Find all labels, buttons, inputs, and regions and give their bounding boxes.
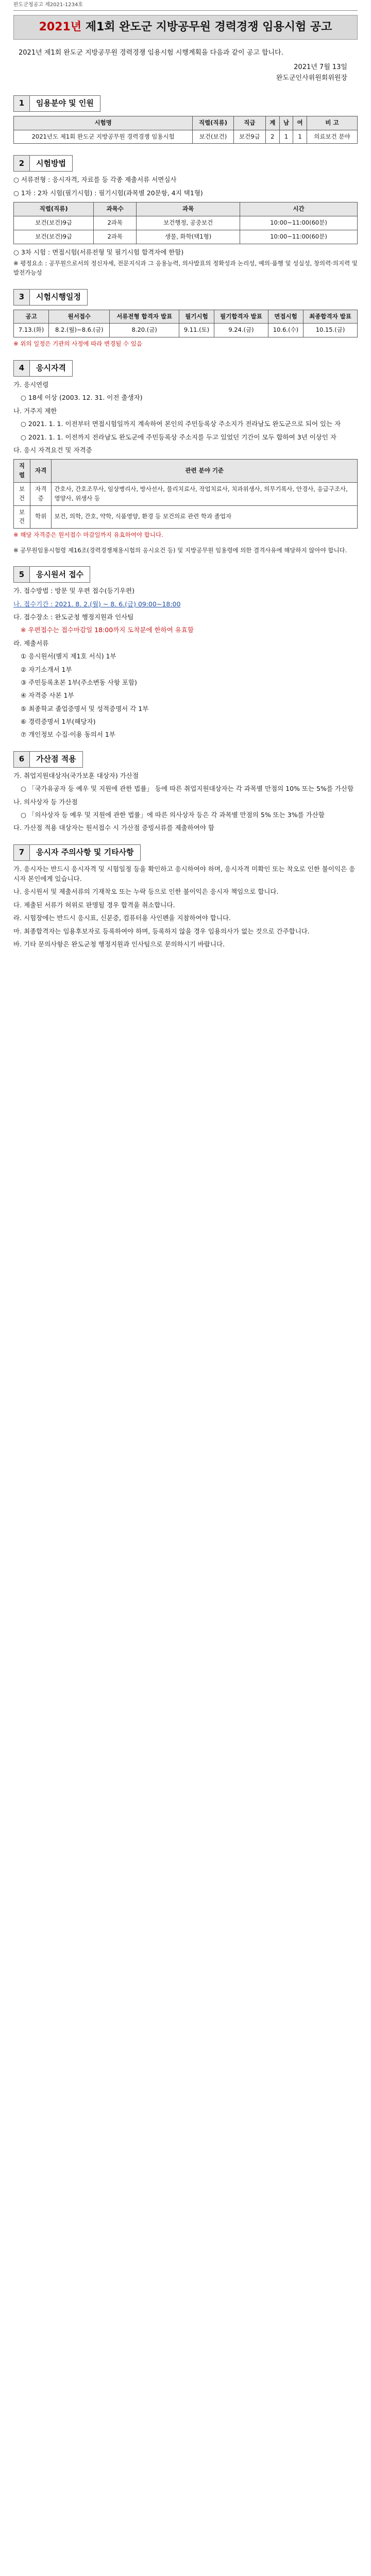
table-cell: 1	[293, 130, 307, 144]
title-year: 2021년	[39, 21, 82, 33]
table-header: 비 고	[307, 116, 357, 130]
paragraph: ○ 18세 이상 (2003. 12. 31. 이전 출생자)	[21, 394, 143, 402]
table-cell: 9.11.(토)	[179, 324, 214, 337]
list-item: ⑦ 개인정보 수집·이용 동의서 1부	[21, 731, 115, 739]
list-item: 가. 응시자는 반드시 응시자격 및 시험일정 등을 확인하고 응시하여야 하며, 응시자격 미확인 또는 착오로 인한 불이익은 응시자 본인에게 있습니다.	[13, 865, 356, 883]
table-header: 면접시험	[268, 310, 303, 324]
table-row	[14, 505, 358, 529]
table-row	[14, 324, 358, 337]
list-item: ④ 자격증 사본 1부	[21, 691, 74, 700]
table-cell: 학위	[30, 505, 52, 529]
table-cell: 10:00~11:00(60분)	[240, 230, 358, 244]
section-number: 2	[13, 155, 30, 172]
document-number: 완도군청공고 제2021-1234호	[13, 0, 358, 11]
section-title: 시험방법	[30, 155, 73, 172]
note-text: ※ 우편접수는 접수마감일 18:00까지 도착분에 한하여 유효함	[21, 626, 194, 634]
paragraph: 가. 접수방법 : 방문 및 우편 접수(등기우편)	[13, 587, 134, 595]
table-cell: 10.15.(금)	[303, 324, 358, 337]
subheading: 가. 취업지원대상자(국가보훈 대상자) 가산점	[13, 771, 139, 779]
section-number: 4	[13, 360, 30, 377]
table-cell: 자격증	[30, 482, 52, 505]
note-text: ※ 공무원임용시험령 제16조(경력경쟁채용시험의 응시요건 등) 및 지방공무원 임용령에 의한 결격사유에 해당하지 않아야 합니다.	[13, 546, 347, 554]
table-cell: 보건, 의학, 간호, 약학, 식품영양, 환경 등 보건의료 관련 학과 졸업자	[52, 505, 358, 529]
table-cell: 10:00~11:00(60분)	[240, 216, 358, 230]
table-cell: 2과목	[94, 216, 137, 230]
section-6-header	[13, 751, 358, 768]
section-number: 1	[13, 95, 30, 112]
section-number: 7	[13, 844, 30, 861]
list-item: ② 자기소개서 1부	[21, 665, 72, 673]
paragraph: 다. 접수장소 : 완도군청 행정지원과 인사팀	[13, 613, 134, 621]
paragraph: 나. 접수기간 : 2021. 8. 2.(월) ~ 8. 6.(금) 09:00~18:00	[13, 600, 181, 608]
table-row	[14, 216, 358, 230]
table-header: 필기시험	[179, 310, 214, 324]
paragraph: 다. 가산점 적용 대상자는 원서접수 시 가산점 증빙서류를 제출하여야 함	[13, 824, 214, 832]
table-cell: 보건(보건)9급	[14, 216, 94, 230]
notice-date: 2021년 7월 13일	[294, 63, 347, 72]
section-title: 시험시행일정	[30, 289, 88, 306]
table-header: 남	[279, 116, 293, 130]
table-cell: 생물, 화학(택1형)	[137, 230, 240, 244]
section-title: 응시자격	[30, 360, 73, 377]
table-cell: 보건(보건)	[193, 130, 234, 144]
section-5-header	[13, 566, 358, 583]
section-2-header	[13, 155, 358, 172]
list-item: 다. 제출된 서류가 허위로 판명될 경우 합격을 취소합니다.	[13, 901, 175, 909]
section-number: 5	[13, 566, 30, 583]
table-cell: 보건9급	[233, 130, 265, 144]
exam-subject-table	[13, 202, 358, 244]
list-item: ⑤ 최종학교 졸업증명서 및 성적증명서 각 1부	[21, 704, 149, 713]
table-cell: 2021년도 제1회 완도군 지방공무원 경력경쟁 임용시험	[14, 130, 193, 144]
table-header: 공고	[14, 310, 49, 324]
paragraph: ○ 1차 : 2차 시험(필기시험) : 필기시험(과목별 20문항, 4지 택1형)	[13, 189, 203, 197]
table-row	[14, 130, 358, 144]
committee-name: 완도군인사위원회위원장	[276, 74, 347, 82]
section-7-header	[13, 844, 358, 861]
paragraph: ○ 2021. 1. 1. 이전부터 면접시험일까지 계속하여 본인의 주민등록상 주소지가 전라남도 완도군으로 되어 있는 자	[21, 420, 341, 428]
title-text: 제1회 완도군 지방공무원 경력경쟁 임용시험 공고	[81, 21, 332, 33]
list-item: ③ 주민등록초본 1부(주소변동 사항 포함)	[21, 678, 137, 686]
paragraph: ○ 2021. 1. 1. 이전까지 전라남도 완도군에 주민등록상 주소지를 두고 있었던 기간이 모두 합하여 3년 이상인 자	[21, 433, 336, 441]
table-cell: 2과목	[94, 230, 137, 244]
list-item: 나. 응시원서 및 제출서류의 기재착오 또는 누락 등으로 인한 불이익은 응시자 책임으로 합니다.	[13, 888, 279, 896]
table-header: 시간	[240, 202, 358, 216]
note-text: ※ 위의 일정은 기관의 사정에 따라 변경될 수 있음	[13, 340, 142, 348]
schedule-table	[13, 310, 358, 338]
table-header: 자격	[30, 460, 52, 483]
document-list	[13, 651, 358, 740]
paragraph: ○ 3차 시험 : 면접시험(서류전형 및 필기시험 합격자에 한함)	[13, 248, 184, 256]
intro-text: 2021년 제1회 완도군 지방공무원 경력경쟁 임용시험 시행계획을 다음과 같이 공고 합니다.	[19, 49, 283, 57]
table-cell: 9.24.(금)	[214, 324, 268, 337]
subheading: 나. 의사상자 등 가산점	[13, 798, 78, 806]
table-cell: 8.2.(월)~8.6.(금)	[49, 324, 110, 337]
paragraph: ○ 서류전형 : 응시자격, 자료를 등 각종 제출서류 서면심사	[13, 176, 177, 184]
table-header: 직급	[233, 116, 265, 130]
table-cell: 보건	[14, 505, 30, 529]
paragraph: ○ 「의사상자 등 예우 및 지원에 관한 법률」에 따른 의사상자 등은 각 과목별 만점의 5% 또는 3%를 가산함	[21, 810, 325, 819]
table-header: 직렬(직류)	[14, 202, 94, 216]
table-header: 최종합격자 발표	[303, 310, 358, 324]
note-text: ※ 해당 자격증은 원서접수 마감일까지 유효하여야 합니다.	[13, 531, 163, 539]
table-header: 서류전형 합격자 발표	[110, 310, 179, 324]
list-item: 라. 시험장에는 반드시 응시표, 신분증, 컴퓨터용 사인펜을 지참하여야 합니다.	[13, 914, 231, 922]
subheading: 다. 응시 자격요건 및 자격증	[13, 446, 92, 454]
section-title: 임용분야 및 인원	[30, 95, 100, 112]
subheading: 가. 응시연령	[13, 381, 49, 389]
table-header: 시험명	[14, 116, 193, 130]
table-header: 과목	[137, 202, 240, 216]
section-title: 응시자 주의사항 및 기타사항	[30, 844, 141, 861]
note-text: ※ 평정요소 : 공무원으로서의 정신자세, 전문지식과 그 응용능력, 의사발표의 정확성과 논리성, 예의·품행 및 성실성, 창의력·의지력 및 발전가능성	[13, 260, 358, 276]
subheading: 라. 제출서류	[13, 639, 49, 647]
subheading: 나. 거주지 제한	[13, 406, 57, 415]
table-row	[14, 482, 358, 505]
table-header: 관련 분야 기준	[52, 460, 358, 483]
notice-title	[13, 15, 358, 40]
list-item: ⑥ 경력증명서 1부(해당자)	[21, 718, 96, 726]
list-item: 바. 기타 문의사항은 완도군청 행정지원과 인사팀으로 문의하시기 바랍니다.	[13, 940, 225, 948]
section-title: 응시원서 접수	[30, 566, 90, 583]
table-cell: 간호사, 간호조무사, 임상병리사, 방사선사, 물리치료사, 작업치료사, 치과위생사, 의무기록사, 안경사, 응급구조사, 영양사, 위생사 등	[52, 482, 358, 505]
table-cell: 2	[266, 130, 280, 144]
table-cell: 8.20.(금)	[110, 324, 179, 337]
table-cell: 보건	[14, 482, 30, 505]
recruitment-table	[13, 116, 358, 144]
list-item: ① 응시원서(별지 제1호 서식) 1부	[21, 652, 116, 660]
section-4-header	[13, 360, 358, 377]
section-1-header	[13, 95, 358, 112]
table-cell: 보건(보건)9급	[14, 230, 94, 244]
table-header: 과목수	[94, 202, 137, 216]
table-cell: 10.6.(수)	[268, 324, 303, 337]
signature-block	[13, 62, 358, 84]
table-row	[14, 230, 358, 244]
section-number: 6	[13, 751, 30, 768]
table-header: 직렬(직류)	[193, 116, 234, 130]
paragraph: ○ 「국가유공자 등 예우 및 지원에 관한 법률」 등에 따른 취업지원대상자는 각 과목별 만점의 10% 또는 5%를 가산함	[21, 785, 354, 793]
table-header: 계	[266, 116, 280, 130]
table-cell: 1	[279, 130, 293, 144]
table-cell: 보건행정, 공중보건	[137, 216, 240, 230]
table-header: 직렬	[14, 460, 30, 483]
table-header: 원서접수	[49, 310, 110, 324]
section-title: 가산점 적용	[30, 751, 83, 768]
table-cell: 7.13.(화)	[14, 324, 49, 337]
section-number: 3	[13, 289, 30, 306]
table-header: 여	[293, 116, 307, 130]
qualification-table	[13, 459, 358, 529]
table-header: 필기합격자 발표	[214, 310, 268, 324]
table-cell: 의료보건 분야	[307, 130, 357, 144]
section-3-header	[13, 289, 358, 306]
list-item: 마. 최종합격자는 임용후보자로 등록하여야 하며, 등록하지 않을 경우 임용의사가 없는 것으로 간주합니다.	[13, 927, 310, 935]
